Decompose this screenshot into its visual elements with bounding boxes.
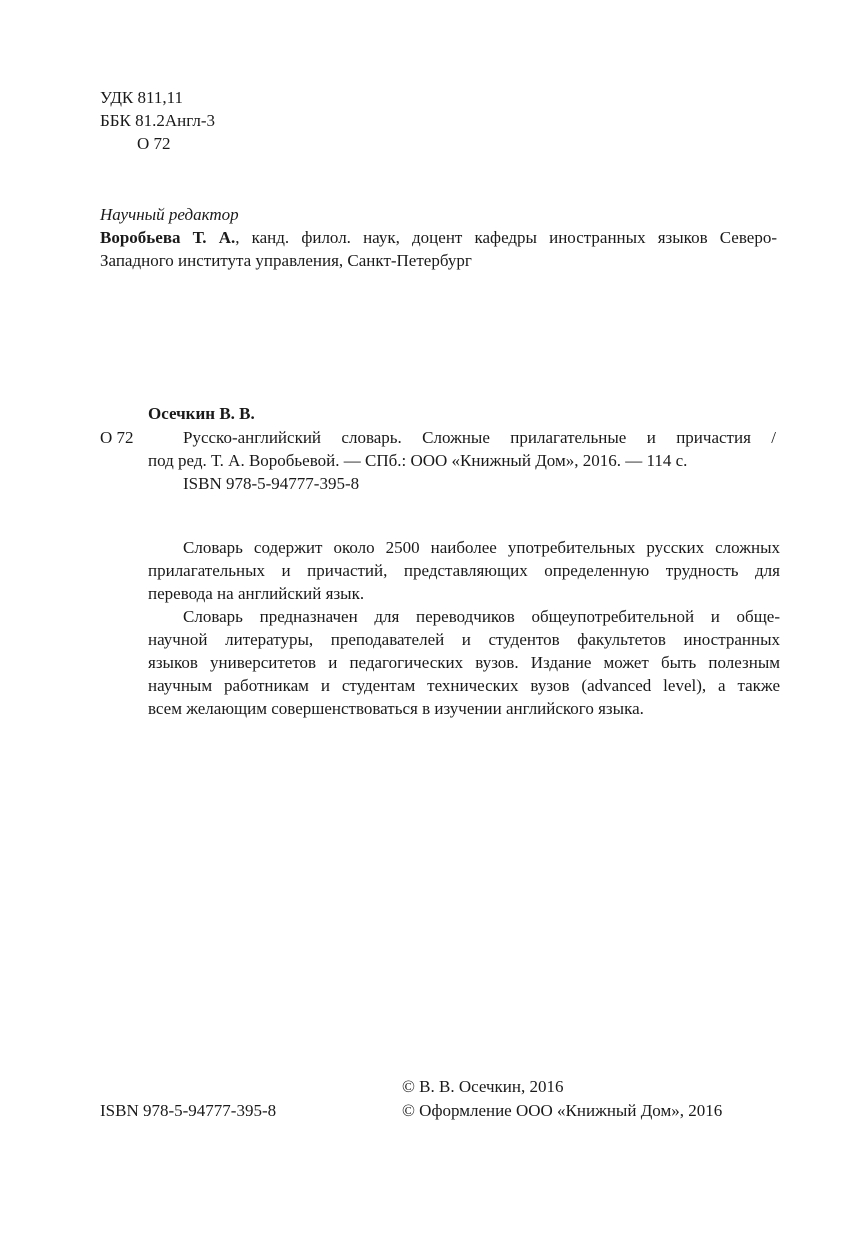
author-mark: О 72	[137, 134, 171, 153]
annotation-p2-line: научной литературы, преподавателей и студентов факультетов иностранных	[148, 630, 780, 649]
catalog-author: Осечкин В. В.	[148, 404, 255, 423]
classification-block	[100, 86, 215, 155]
copyright-author: © В. В. Осечкин, 2016	[402, 1077, 564, 1096]
editor-label: Научный редактор	[100, 205, 239, 224]
annotation-p2-line: языков университетов и педагогических вузов. Издание может быть полезным	[148, 653, 780, 672]
annotation-p1-line: перевода на английский язык.	[148, 584, 365, 603]
catalog-code: О 72	[100, 428, 134, 447]
editor-line-2: Западного института управления, Санкт-Петербург	[100, 251, 472, 270]
annotation-p2-line: научным работникам и студентам технических вузов (advanced level), а также	[148, 676, 780, 695]
catalog-isbn: ISBN 978-5-94777-395-8	[183, 474, 360, 493]
annotation-p2-line: всем желающим совершенствоваться в изучении английского языка.	[148, 699, 644, 718]
editor-name: Воробьева Т. А.	[100, 228, 236, 247]
editor-credentials: , канд. филол. наук, доцент кафедры иностранных языков Северо-	[235, 228, 777, 247]
bbk-code: ББК 81.2Англ-3	[100, 111, 215, 130]
catalog-title-line: Русско-английский словарь. Сложные прилагательные и причастия /	[183, 428, 776, 447]
annotation	[148, 536, 780, 720]
copyright-design: © Оформление ООО «Книжный Дом», 2016	[402, 1101, 723, 1120]
editor-block	[100, 203, 777, 272]
udk-code: УДК 811,11	[100, 88, 183, 107]
annotation-p1-line: прилагательных и причастий, представляющих определенную трудность для	[148, 561, 780, 580]
catalog-imprint-line: под ред. Т. А. Воробьевой. — СПб.: ООО «Книжный Дом», 2016. — 114 с.	[148, 451, 688, 470]
annotation-p1-line: Словарь содержит около 2500 наиболее употребительных русских сложных	[183, 538, 780, 557]
annotation-p2-line: Словарь предназначен для переводчиков общеупотребительной и обще-	[183, 607, 780, 626]
footer-isbn: ISBN 978-5-94777-395-8	[100, 1101, 277, 1120]
editor-line-1	[100, 226, 777, 249]
